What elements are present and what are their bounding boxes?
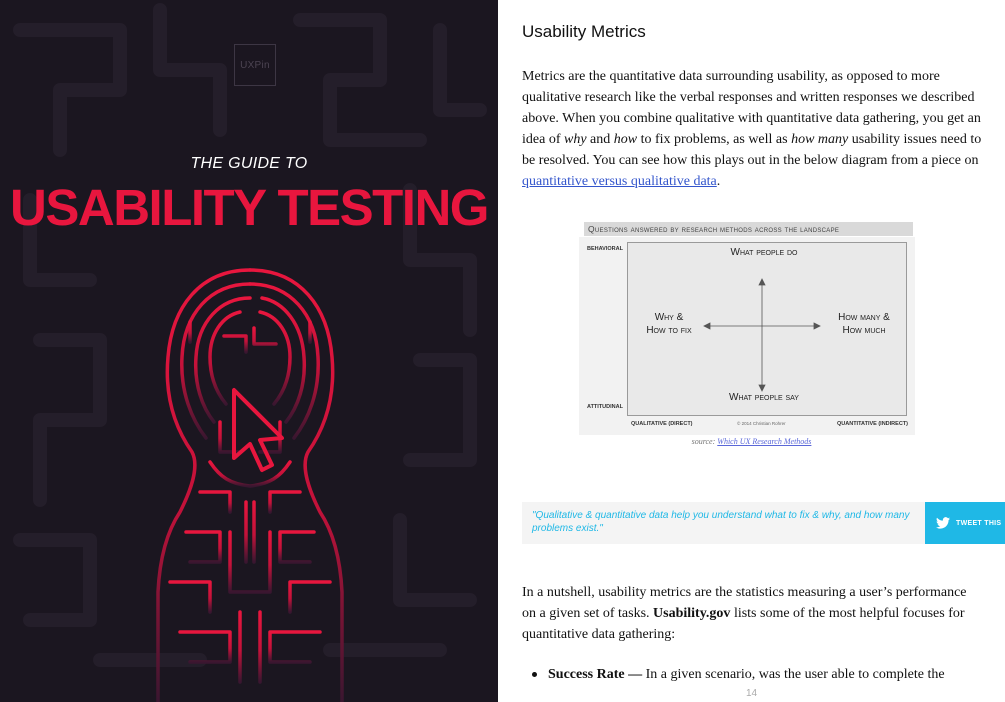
diagram-label-left <box>629 311 709 337</box>
document-page <box>498 0 1005 702</box>
cover-title: USABILITY TESTING <box>10 179 488 236</box>
bullet-dot <box>532 672 537 677</box>
text-run: Metrics are the quantitative data surrounding usability, as opposed to more qualitative research like the verbal responses and written responses we described above. When you combine qualitative with quantitative data gathering, you get an idea of <box>522 69 981 147</box>
cover-subtitle: THE GUIDE TO <box>190 155 308 172</box>
text-run: . <box>716 174 721 189</box>
page-number: 14 <box>745 688 758 699</box>
diagram-axis-behavioral: BEHAVIORAL <box>587 246 623 252</box>
diagram-label-right-line1: How many & <box>838 312 890 323</box>
tweet-this-label: TWEET THIS <box>956 519 1002 527</box>
diagram-title: Questions answered by research methods across the landscape <box>584 222 913 236</box>
paragraph-intro <box>522 66 982 192</box>
link-quantitative-vs-qualitative[interactable]: quantitative versus qualitative data <box>522 174 717 189</box>
image-source-caption <box>498 437 1005 446</box>
diagram-label-top: What people do <box>730 247 798 258</box>
list-item-text <box>548 664 992 685</box>
bullet-bold: Success Rate — <box>548 667 643 682</box>
diagram-axis-quantitative: QUANTITATIVE (INDIRECT) <box>837 421 908 427</box>
twitter-bird-icon <box>936 517 950 529</box>
paragraph-metrics <box>522 582 982 645</box>
emphasis-why: why <box>563 132 587 147</box>
diagram-label-bottom: What people say <box>729 392 799 403</box>
emphasis-how: how <box>613 132 638 147</box>
diagram-label-left-line1: Why & <box>654 312 684 323</box>
bold-usability-gov: Usability.gov <box>653 606 731 621</box>
emphasis-how-many: how many <box>791 132 849 147</box>
diagram-axis-attitudinal: ATTITUDINAL <box>587 404 623 410</box>
source-link[interactable]: Which UX Research Methods <box>717 437 812 446</box>
text-run: In a nutshell, usability metrics are the statistics measuring a user’s performance on a given set of tasks. <box>522 585 967 621</box>
source-prefix: source: <box>691 437 718 446</box>
diagram-label-right <box>824 311 904 337</box>
section-heading: Usability Metrics <box>522 22 646 41</box>
head-maze-illustration <box>150 262 350 702</box>
diagram-label-right-line2: How much <box>842 325 886 336</box>
text-run: lists some of the most helpful focuses for quantitative data gathering: <box>522 606 965 642</box>
uxpin-logo: UXPin <box>234 44 276 86</box>
text-run: and <box>586 132 614 147</box>
book-cover <box>0 0 498 702</box>
tweet-this-button[interactable] <box>925 502 1005 544</box>
bullet-text: In a given scenario, was the user able to complete the <box>642 667 945 682</box>
diagram-copyright: © 2014 Christian Rohrer <box>737 421 786 426</box>
text-run: to fix problems, as well as <box>637 132 792 147</box>
research-methods-diagram <box>579 219 915 435</box>
tweet-quote-box <box>522 502 1005 544</box>
diagram-axis-qualitative: QUALITATIVE (DIRECT) <box>631 421 693 427</box>
list-item-success-rate <box>532 664 992 685</box>
diagram-label-left-line2: How to fix <box>646 325 692 336</box>
text-run: usability issues need to be resolved. You can see how this plays out in the below diagram from a piece on <box>522 132 982 168</box>
tweet-quote-text: "Qualitative & quantitative data help you understand what to fix & why, and how many problems exist." <box>532 510 910 534</box>
